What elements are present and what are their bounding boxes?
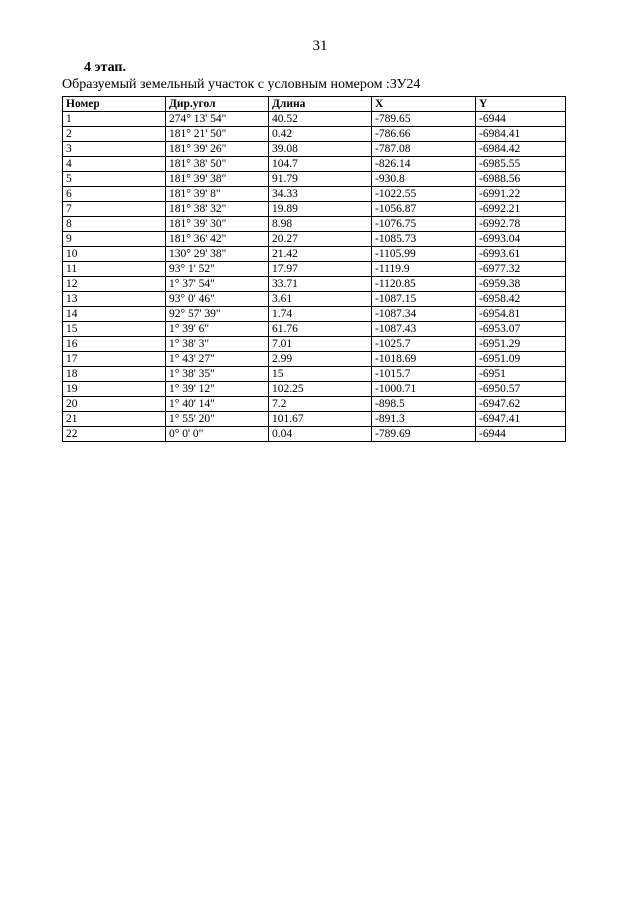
cell-y: -6985.55: [476, 157, 566, 172]
cell-number: 14: [63, 307, 166, 322]
cell-x: -1085.73: [372, 232, 476, 247]
cell-length: 104.7: [269, 157, 372, 172]
table-body: [63, 112, 566, 442]
cell-y: -6984.42: [476, 142, 566, 157]
header-x: X: [372, 97, 476, 112]
table-row: [63, 187, 566, 202]
table-row: [63, 247, 566, 262]
cell-number: 12: [63, 277, 166, 292]
table-row: [63, 127, 566, 142]
cell-number: 20: [63, 397, 166, 412]
cell-y: -6947.41: [476, 412, 566, 427]
cell-x: -898.5: [372, 397, 476, 412]
cell-length: 39.08: [269, 142, 372, 157]
table-header-row: [63, 97, 566, 112]
table-row: [63, 112, 566, 127]
table-row: [63, 412, 566, 427]
cell-number: 7: [63, 202, 166, 217]
cell-direction-angle: 181° 39' 30": [166, 217, 269, 232]
cell-x: -1015.7: [372, 367, 476, 382]
cell-direction-angle: 1° 39' 6": [166, 322, 269, 337]
cell-length: 1.74: [269, 307, 372, 322]
table-row: [63, 172, 566, 187]
cell-length: 20.27: [269, 232, 372, 247]
cell-x: -1120.85: [372, 277, 476, 292]
cell-y: -6993.61: [476, 247, 566, 262]
cell-x: -1087.34: [372, 307, 476, 322]
cell-direction-angle: 181° 21' 50": [166, 127, 269, 142]
cell-number: 6: [63, 187, 166, 202]
cell-direction-angle: 181° 39' 26": [166, 142, 269, 157]
cell-length: 91.79: [269, 172, 372, 187]
cell-y: -6947.62: [476, 397, 566, 412]
stage-heading: 4 этап.: [84, 60, 126, 75]
cell-number: 11: [63, 262, 166, 277]
cell-direction-angle: 274° 13' 54": [166, 112, 269, 127]
cell-number: 8: [63, 217, 166, 232]
cell-x: -1087.43: [372, 322, 476, 337]
cell-direction-angle: 1° 55' 20": [166, 412, 269, 427]
page-number: 31: [312, 38, 328, 54]
cell-length: 3.61: [269, 292, 372, 307]
table-row: [63, 307, 566, 322]
table-row: [63, 262, 566, 277]
cell-direction-angle: 1° 39' 12": [166, 382, 269, 397]
cell-number: 9: [63, 232, 166, 247]
cell-length: 2.99: [269, 352, 372, 367]
cell-direction-angle: 181° 36' 42": [166, 232, 269, 247]
cell-number: 13: [63, 292, 166, 307]
cell-y: -6991.22: [476, 187, 566, 202]
cell-x: -787.08: [372, 142, 476, 157]
parcel-subtitle: Образуемый земельный участок с условным номером :ЗУ24: [62, 77, 421, 92]
cell-x: -1018.69: [372, 352, 476, 367]
cell-x: -789.65: [372, 112, 476, 127]
cell-direction-angle: 1° 37' 54": [166, 277, 269, 292]
cell-direction-angle: 93° 1' 52": [166, 262, 269, 277]
header-y: Y: [476, 97, 566, 112]
cell-length: 102.25: [269, 382, 372, 397]
cell-y: -6988.56: [476, 172, 566, 187]
cell-x: -786.66: [372, 127, 476, 142]
cell-length: 7.2: [269, 397, 372, 412]
cell-y: -6953.07: [476, 322, 566, 337]
table-row: [63, 202, 566, 217]
cell-x: -1105.99: [372, 247, 476, 262]
cell-direction-angle: 0° 0' 0": [166, 427, 269, 442]
cell-y: -6992.78: [476, 217, 566, 232]
cell-number: 5: [63, 172, 166, 187]
cell-y: -6951: [476, 367, 566, 382]
cell-direction-angle: 181° 38' 32": [166, 202, 269, 217]
cell-length: 15: [269, 367, 372, 382]
cell-direction-angle: 92° 57' 39": [166, 307, 269, 322]
table-row: [63, 292, 566, 307]
header-number: Номер: [63, 97, 166, 112]
cell-length: 19.89: [269, 202, 372, 217]
cell-direction-angle: 93° 0' 46": [166, 292, 269, 307]
cell-x: -1087.15: [372, 292, 476, 307]
cell-y: -6944: [476, 427, 566, 442]
table-row: [63, 367, 566, 382]
cell-length: 7.01: [269, 337, 372, 352]
cell-number: 19: [63, 382, 166, 397]
cell-length: 101.67: [269, 412, 372, 427]
cell-x: -1076.75: [372, 217, 476, 232]
table-row: [63, 232, 566, 247]
cell-y: -6977.32: [476, 262, 566, 277]
cell-length: 40.52: [269, 112, 372, 127]
cell-number: 22: [63, 427, 166, 442]
cell-y: -6984.41: [476, 127, 566, 142]
cell-number: 2: [63, 127, 166, 142]
cell-x: -930.8: [372, 172, 476, 187]
cell-length: 61.76: [269, 322, 372, 337]
cell-number: 17: [63, 352, 166, 367]
cell-length: 33.71: [269, 277, 372, 292]
cell-direction-angle: 130° 29' 38": [166, 247, 269, 262]
table-row: [63, 217, 566, 232]
table-row: [63, 277, 566, 292]
cell-number: 1: [63, 112, 166, 127]
cell-y: -6951.09: [476, 352, 566, 367]
cell-length: 0.04: [269, 427, 372, 442]
cell-y: -6950.57: [476, 382, 566, 397]
cell-y: -6992.21: [476, 202, 566, 217]
cell-x: -789.69: [372, 427, 476, 442]
cell-x: -1025.7: [372, 337, 476, 352]
cell-y: -6959.38: [476, 277, 566, 292]
table-row: [63, 322, 566, 337]
cell-x: -891.3: [372, 412, 476, 427]
cell-y: -6944: [476, 112, 566, 127]
cell-number: 16: [63, 337, 166, 352]
cell-length: 0.42: [269, 127, 372, 142]
table-row: [63, 382, 566, 397]
cell-direction-angle: 181° 39' 38": [166, 172, 269, 187]
cell-x: -1056.87: [372, 202, 476, 217]
cell-number: 10: [63, 247, 166, 262]
cell-length: 21.42: [269, 247, 372, 262]
table-row: [63, 337, 566, 352]
cell-y: -6951.29: [476, 337, 566, 352]
cell-x: -1119.9: [372, 262, 476, 277]
cell-direction-angle: 181° 38' 50": [166, 157, 269, 172]
coordinates-table: [62, 96, 566, 442]
cell-direction-angle: 1° 43' 27": [166, 352, 269, 367]
cell-direction-angle: 181° 39' 8": [166, 187, 269, 202]
cell-direction-angle: 1° 38' 35": [166, 367, 269, 382]
cell-number: 15: [63, 322, 166, 337]
cell-length: 8.98: [269, 217, 372, 232]
cell-number: 18: [63, 367, 166, 382]
cell-length: 17.97: [269, 262, 372, 277]
table-row: [63, 157, 566, 172]
table-row: [63, 397, 566, 412]
table-row: [63, 427, 566, 442]
cell-x: -1000.71: [372, 382, 476, 397]
table-row: [63, 142, 566, 157]
cell-direction-angle: 1° 38' 3": [166, 337, 269, 352]
cell-x: -826.14: [372, 157, 476, 172]
cell-length: 34.33: [269, 187, 372, 202]
header-length: Длина: [269, 97, 372, 112]
header-direction-angle: Дир.угол: [166, 97, 269, 112]
cell-y: -6958.42: [476, 292, 566, 307]
cell-y: -6993.04: [476, 232, 566, 247]
cell-number: 21: [63, 412, 166, 427]
cell-y: -6954.81: [476, 307, 566, 322]
cell-number: 3: [63, 142, 166, 157]
cell-number: 4: [63, 157, 166, 172]
table-row: [63, 352, 566, 367]
cell-x: -1022.55: [372, 187, 476, 202]
cell-direction-angle: 1° 40' 14": [166, 397, 269, 412]
